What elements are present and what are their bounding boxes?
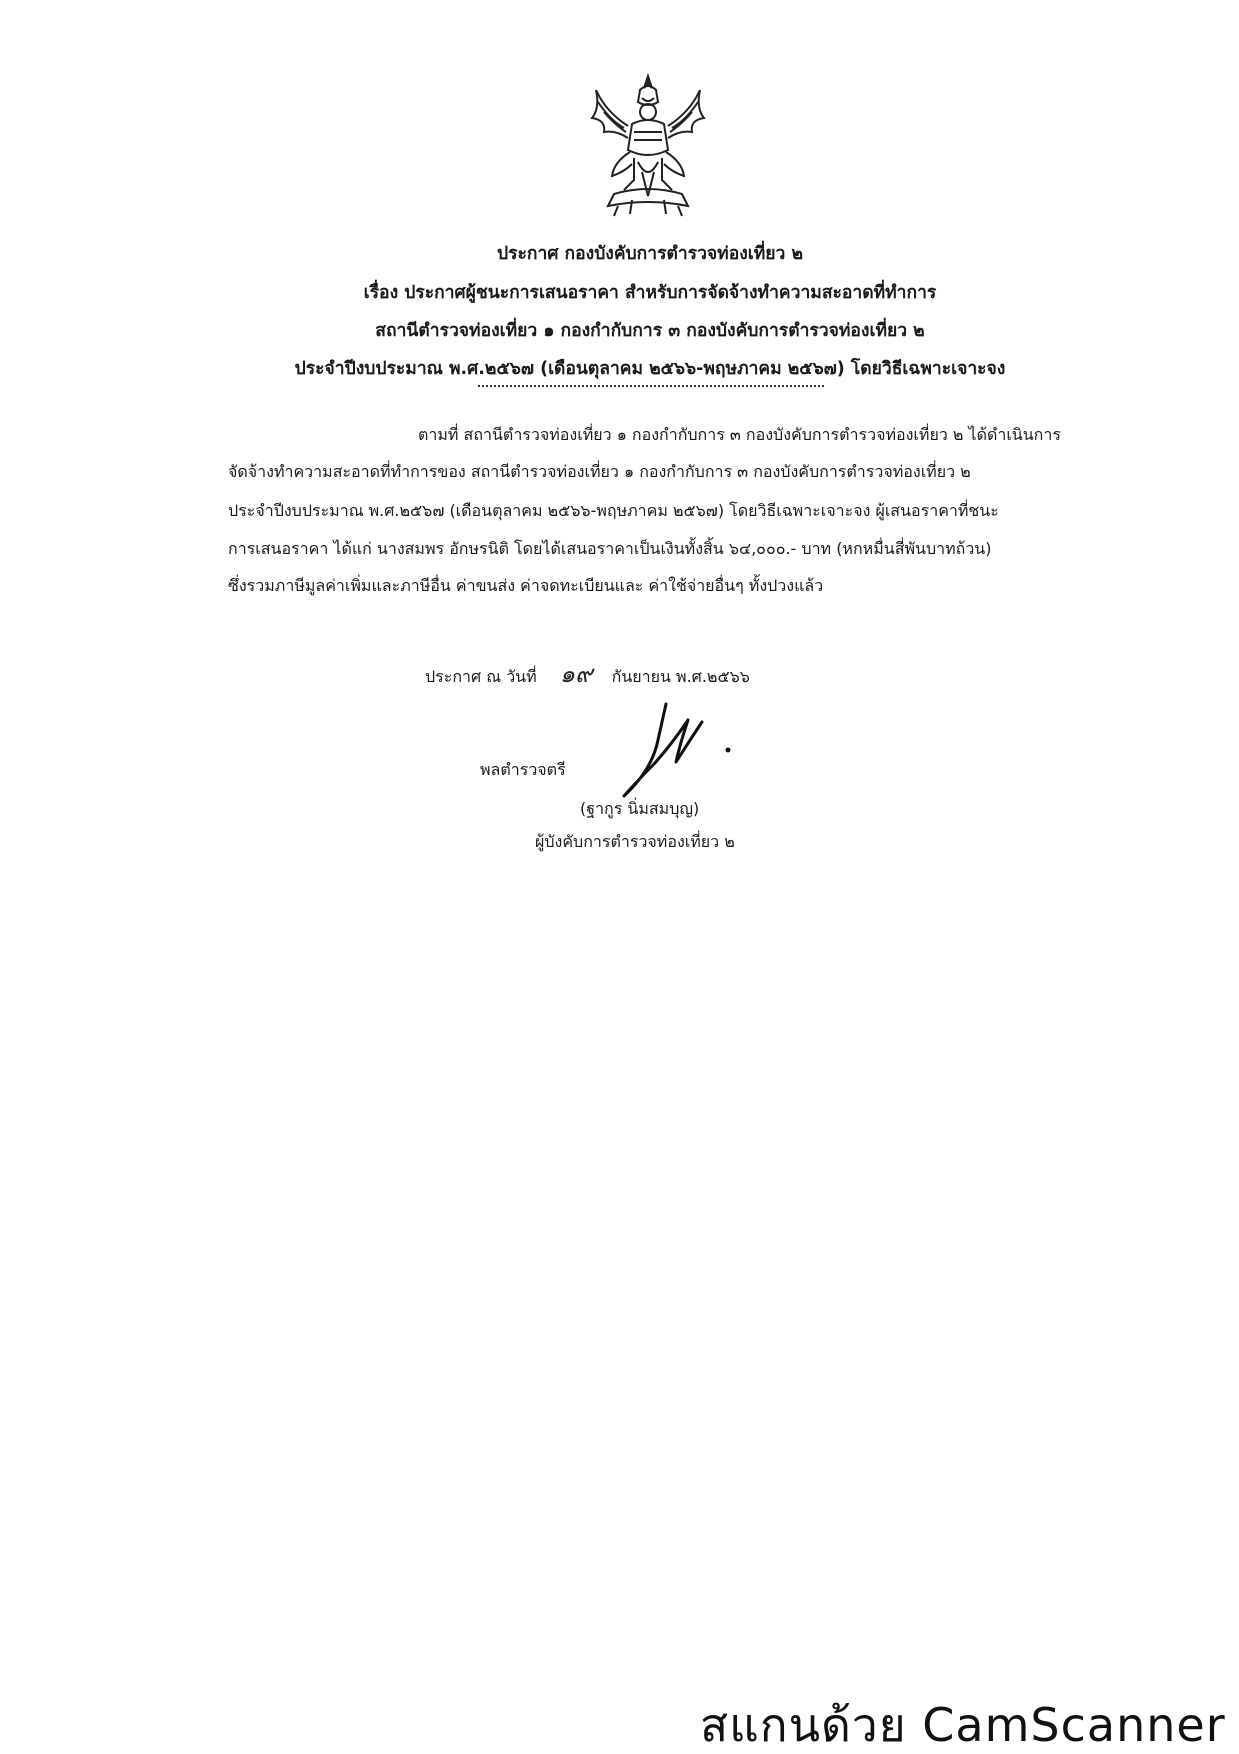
announcement-date — [425, 660, 750, 691]
signer-position: ผู้บังคับการตำรวจท่องเที่ยว ๒ — [535, 832, 735, 851]
body-line-3: ประจำปีงบประมาณ พ.ศ.๒๕๖๗ (เดือนตุลาคม ๒๕๖๖-พฤษภาคม ๒๕๖๗) โดยวิธีเฉพาะเจาะจง ผู้เสนอราคาที่ชนะ — [228, 501, 999, 520]
signer-name: (ฐากูร นิ่มสมบุญ) — [580, 799, 700, 818]
dotted-divider — [478, 385, 824, 387]
date-label: ประกาศ ณ วันที่ — [425, 667, 537, 686]
signature — [580, 700, 750, 800]
subject-line-3: ประจำปีงบประมาณ พ.ศ.๒๕๖๗ (เดือนตุลาคม ๒๕๖๖-พฤษภาคม ๒๕๖๗) โดยวิธีเฉพาะเจาะจง — [294, 359, 1006, 379]
body-line-4: การเสนอราคา ได้แก่ นางสมพร อักษรนิติ โดยได้เสนอราคาเป็นเงินทั้งสิ้น ๖๔,๐๐๐.- บาท (หกหมื่นสี่พันบาทถ้วน) — [228, 539, 992, 558]
body-line-2: จัดจ้างทำความสะอาดที่ทำการของ สถานีตำรวจท่องเที่ยว ๑ กองกำกับการ ๓ กองบังคับการตำรวจท่องเที่ยว ๒ — [228, 462, 971, 481]
body-line-5: ซึ่งรวมภาษีมูลค่าเพิ่มและภาษีอื่น ค่าขนส่ง ค่าจดทะเบียนและ ค่าใช้จ่ายอื่นๆ ทั้งปวงแล้ว — [228, 576, 824, 595]
body-line-1: ตามที่ สถานีตำรวจท่องเที่ยว ๑ กองกำกับการ ๓ กองบังคับการตำรวจท่องเที่ยว ๒ ได้ดำเนินการ — [418, 425, 1061, 444]
announcement-title: ประกาศ กองบังคับการตำรวจท่องเที่ยว ๒ — [497, 244, 803, 264]
garuda-emblem — [584, 72, 712, 220]
subject-line: เรื่อง ประกาศผู้ชนะการเสนอราคา สำหรับการจัดจ้างทำความสะอาดที่ทำการ — [363, 283, 937, 303]
date-month-year: กันยายน พ.ศ.๒๕๖๖ — [611, 667, 750, 686]
camscanner-watermark: สแกนด้วย CamScanner — [700, 1698, 1226, 1752]
subject-line-2: สถานีตำรวจท่องเที่ยว ๑ กองกำกับการ ๓ กองบังคับการตำรวจท่องเที่ยว ๒ — [375, 321, 925, 341]
signer-rank: พลตำรวจตรี — [480, 760, 566, 779]
date-day: ๑๙ — [559, 660, 593, 688]
